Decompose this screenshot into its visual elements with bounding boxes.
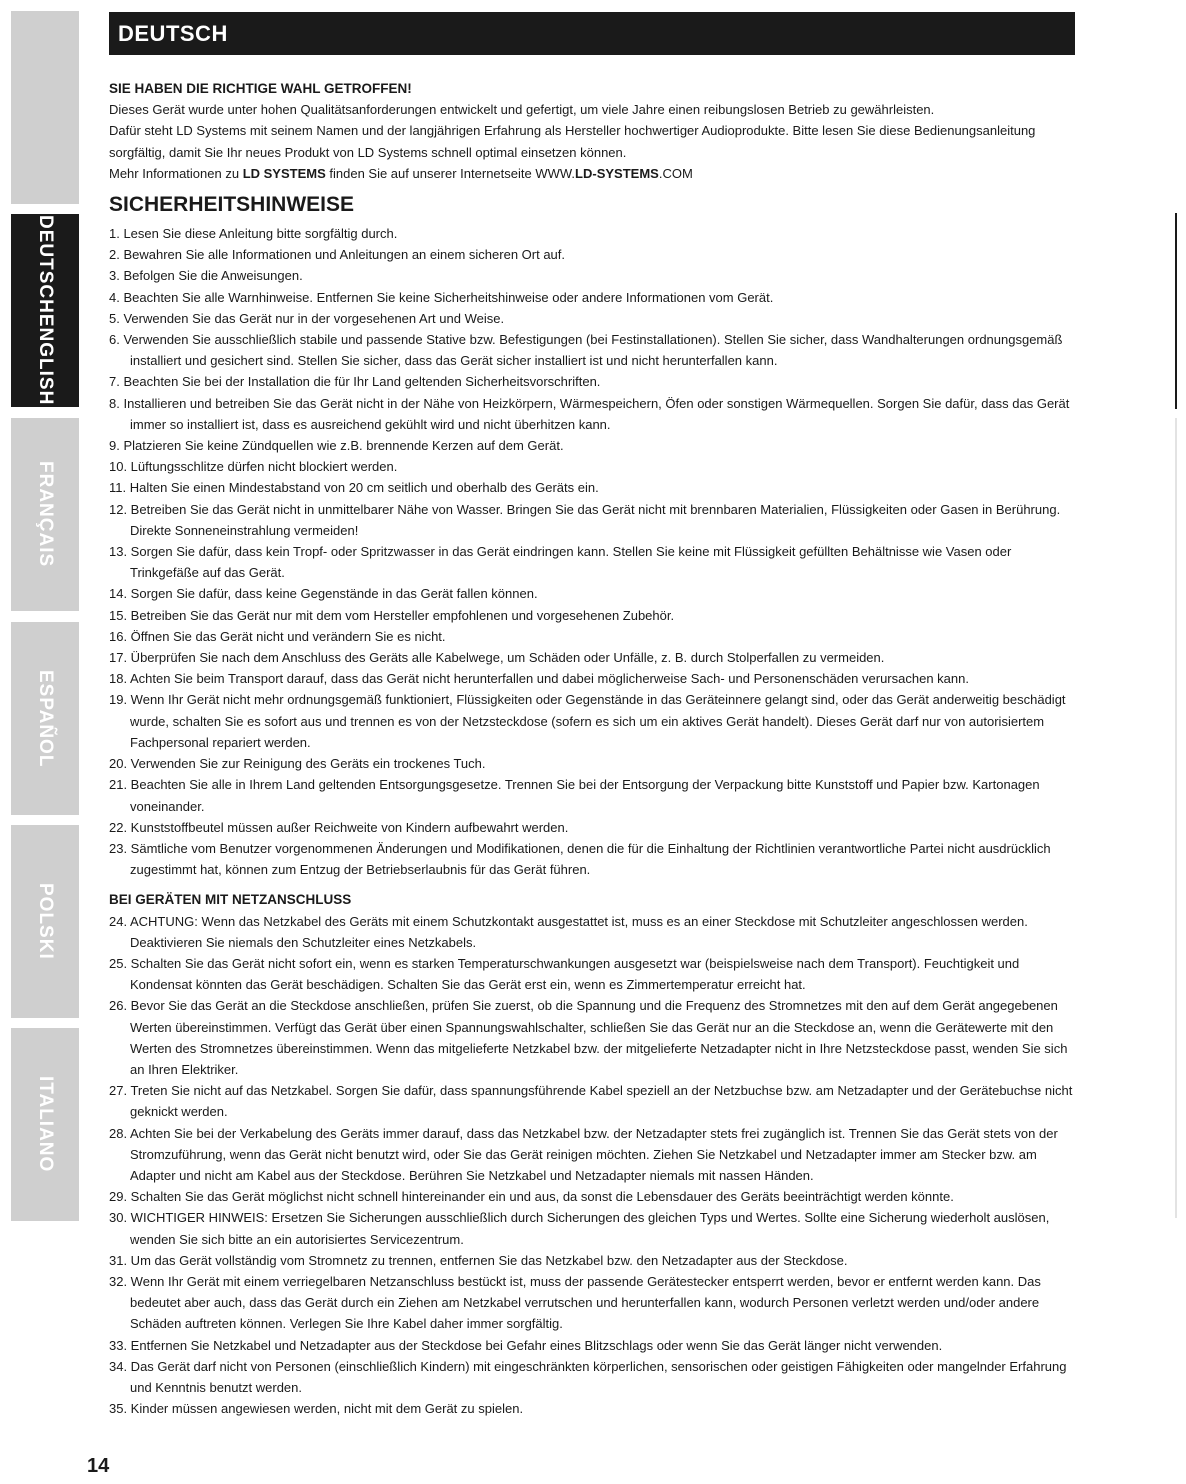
website-suffix: .COM (658, 165, 693, 181)
list-item: 12. Betreiben Sie das Gerät nicht in unmittelbarer Nähe von Wasser. Bringen Sie das Gerät nicht mit brennbaren Materialien, Flüssigkeiten oder Gasen in Berührung. Direkte Sonneneinstrahlung vermeiden! (109, 501, 1061, 538)
list-item: 22. Kunststoffbeutel müssen außer Reichweite von Kindern aufbewahrt werden. (109, 819, 569, 835)
section-header-bar (109, 12, 1075, 55)
list-item: 28. Achten Sie bei der Verkabelung des Geräts immer darauf, dass das Netzkabel bzw. der Netzadapter stets frei zugänglich ist. Trennen Sie das Gerät stets von der Stromzuführung, wenn das Gerät nicht benutzt wird, oder Sie das Gerät reinigen möchten. Ziehen Sie Netzkabel und Netzadapter immer am Stecker bzw. am Adapter und nicht am Kabel aus der Steckdose. Berühren Sie Netzkabel und Netzadapter niemals mit nassen Händen. (109, 1125, 1058, 1183)
intro-heading: SIE HABEN DIE RICHTIGE WAHL GETROFFEN! (109, 81, 412, 96)
list-item: 19. Wenn Ihr Gerät nicht mehr ordnungsgemäß funktioniert, Flüssigkeiten oder Gegenstände in das Geräteinnere gelangt sind, oder das Gerät anderweitig beschädigt wurde, schalten Sie es sofort aus und trennen es von der Netzsteckdose (sofern es sich um ein aktives Gerät handelt). Dieses Gerät darf nur von autorisiertem Fachpersonal repariert werden. (109, 692, 1066, 750)
list-item: 8. Installieren und betreiben Sie das Gerät nicht in der Nähe von Heizkörpern, Wärmespeichern, Öfen oder sonstigen Wärmequellen. Sorgen Sie dafür, dass das Gerät immer so installiert ist, dass es ausreichend gekühlt wird und nicht überhitzen kann. (109, 395, 1070, 432)
side-tab-top[interactable] (11, 11, 79, 204)
side-tab-espanol-label: ESPAÑOL (35, 669, 56, 768)
mains-heading: BEI GERÄTEN MIT NETZANSCHLUSS (109, 892, 352, 908)
list-item: 20. Verwenden Sie zur Reinigung des Geräts ein trockenes Tuch. (109, 756, 486, 772)
intro-text-2: Dafür steht LD Systems mit seinem Namen und der langjährigen Erfahrung als Hersteller hochwertiger Audioprodukte. Bitte lesen Sie diese Bedienungsanleitung sorgfältig, damit Sie Ihr neues Produkt von LD Systems schnell optimal einsetzen können. (109, 123, 1036, 160)
list-item: 2. Bewahren Sie alle Informationen und Anleitungen an einem sicheren Ort auf. (109, 247, 566, 263)
intro-block (109, 78, 1075, 184)
website-name: LD-SYSTEMS (575, 165, 659, 181)
safety-heading: SICHERHEITSHINWEISE (109, 193, 355, 217)
list-item: 10. Lüftungsschlitze dürfen nicht blockiert werden. (109, 459, 398, 475)
list-item: 1. Lesen Sie diese Anleitung bitte sorgfältig durch. (109, 226, 398, 242)
list-item: 14. Sorgen Sie dafür, dass keine Gegenstände in das Gerät fallen können. (109, 586, 538, 602)
safety-list (109, 223, 1075, 880)
side-tab-francais[interactable] (11, 418, 79, 611)
list-item: 16. Öffnen Sie das Gerät nicht und verändern Sie es nicht. (109, 628, 446, 644)
main-content (109, 78, 1075, 1419)
list-item: 6. Verwenden Sie ausschließlich stabile und passende Stative bzw. Befestigungen (bei Festinstallationen). Stellen Sie sicher, dass Wandhalterungen ordnungsgemäß installiert und gesichert sind. Stellen Sie sicher, dass das Gerät sicher installiert ist und nicht herunterfallen kann. (109, 332, 1063, 369)
side-tab-deutsch-english[interactable] (11, 214, 79, 407)
side-tab-espanol[interactable] (11, 622, 79, 815)
side-tab-polski[interactable] (11, 825, 79, 1018)
side-tab-italiano[interactable] (11, 1028, 79, 1221)
list-item: 15. Betreiben Sie das Gerät nur mit dem vom Hersteller empfohlenen und vorgesehenen Zubehör. (109, 607, 675, 623)
list-item: 5. Verwenden Sie das Gerät nur in der vorgesehenen Art und Weise. (109, 310, 505, 326)
list-item: 31. Um das Gerät vollständig vom Stromnetz zu trennen, entfernen Sie das Netzkabel bzw. den Netzadapter aus der Steckdose. (109, 1252, 848, 1268)
intro-more-mid: finden Sie auf unserer Internetseite WWW. (325, 165, 576, 181)
list-item: 11. Halten Sie einen Mindestabstand von 20 cm seitlich und oberhalb des Geräts ein. (109, 480, 599, 496)
side-tab-polski-label: POLSKI (35, 883, 56, 960)
right-edge-mark-light (1175, 418, 1177, 1218)
brand-name: LD SYSTEMS (242, 165, 326, 181)
list-item: 23. Sämtliche vom Benutzer vorgenommenen Änderungen und Modifikationen, denen die für die Einhaltung der Richtlinien verantwortliche Partei nicht ausdrücklich zugestimmt hat, können zum Entzug der Betriebserlaubnis für das Gerät führen. (109, 840, 1051, 878)
list-item: 30. WICHTIGER HINWEIS: Ersetzen Sie Sicherungen ausschließlich durch Sicherungen des gleichen Typs und Wertes. Sollte eine Sicherung wiederholt auslösen, wenden Sie sich bitte an ein autorisiertes Servicezentrum. (109, 1210, 1050, 1247)
section-title: DEUTSCH (118, 21, 228, 46)
right-edge-mark (1175, 213, 1177, 409)
list-item: 32. Wenn Ihr Gerät mit einem verriegelbaren Netzanschluss bestückt ist, muss der passende Gerätestecker entsperrt werden, bevor er entfernt werden kann. Das bedeutet aber auch, dass das Gerät durch ein Ziehen am Netzkabel verrutschen und herunterfallen kann, wodurch Personen verletzt werden und/oder andere Schäden auftreten können. Verlegen Sie Ihre Kabel daher immer sorgfältig. (109, 1273, 1041, 1332)
intro-text-1: Dieses Gerät wurde unter hohen Qualitätsanforderungen entwickelt und gefertigt, um viele Jahre einen reibungslosen Betrieb zu gewährleisten. (109, 102, 935, 118)
list-item: 24. ACHTUNG: Wenn das Netzkabel des Geräts mit einem Schutzkontakt ausgestattet ist, muss es an einer Steckdose mit Schutzleiter angeschlossen werden. Deaktivieren Sie niemals den Schutzleiter eines Netzkabels. (109, 913, 1028, 950)
list-item: 4. Beachten Sie alle Warnhinweise. Entfernen Sie keine Sicherheitshinweise oder andere Informationen vom Gerät. (109, 289, 774, 305)
list-item: 18. Achten Sie beim Transport darauf, dass das Gerät nicht herunterfallen und dabei möglicherweise Sach- und Personenschäden verursachen kann. (109, 671, 969, 687)
list-item: 27. Treten Sie nicht auf das Netzkabel. Sorgen Sie dafür, dass spannungsführende Kabel speziell an der Netzbuchse bzw. am Netzadapter und der Gerätebuchse nicht geknickt werden. (109, 1083, 1073, 1120)
list-item: 13. Sorgen Sie dafür, dass kein Tropf- oder Spritzwasser in das Gerät eindringen kann. Stellen Sie keine mit Flüssigkeit gefüllten Behältnisse wie Vasen oder Trinkgefäße auf das Gerät. (109, 544, 1012, 581)
list-item: 3. Befolgen Sie die Anweisungen. (109, 268, 303, 284)
intro-more-info (109, 163, 1075, 184)
intro-more-prefix: Mehr Informationen zu (109, 165, 243, 181)
list-item: 17. Überprüfen Sie nach dem Anschluss des Geräts alle Kabelwege, um Schäden oder Unfälle, z. B. durch Stolperfallen zu vermeiden. (109, 650, 885, 666)
list-item: 29. Schalten Sie das Gerät möglichst nicht schnell hintereinander ein und aus, da sonst die Lebensdauer des Geräts beeinträchtigt werden könnte. (109, 1189, 954, 1205)
side-tab-francais-label: FRANÇAIS (35, 461, 56, 568)
list-item: 35. Kinder müssen angewiesen werden, nicht mit dem Gerät zu spielen. (109, 1401, 524, 1417)
list-item: 21. Beachten Sie alle in Ihrem Land geltenden Entsorgungsgesetze. Trennen Sie bei der Entsorgung der Verpackung bitte Kunststoff und Papier bzw. Kartonagen voneinander. (109, 777, 1040, 814)
list-item: 7. Beachten Sie bei der Installation die für Ihr Land geltenden Sicherheitsvorschriften. (109, 374, 601, 390)
list-item: 25. Schalten Sie das Gerät nicht sofort ein, wenn es starken Temperaturschwankungen ausgesetzt war (beispielsweise nach dem Transport). Feuchtigkeit und Kondensat könnten das Gerät beschädigen. Schalten Sie das Gerät erst ein, wenn es Zimmertemperatur erreicht hat. (109, 955, 1020, 993)
mains-list (109, 911, 1075, 1420)
list-item: 26. Bevor Sie das Gerät an die Steckdose anschließen, prüfen Sie zuerst, ob die Spannung und die Frequenz des Stromnetzes mit den auf dem Gerät angegebenen Werten übereinstimmen. Verfügt das Gerät über einen Spannungswahlschalter, schließen Sie das Gerät nur an die Steckdose an, wenn die Gerätewerte mit den Werten des Stromnetzes übereinstimmen. Wenn das mitgelieferte Netzkabel bzw. der mitgelieferte Netzadapter nicht in Ihre Netzsteckdose passt, wenden Sie sich an Ihren Elektriker. (109, 998, 1068, 1077)
list-item: 33. Entfernen Sie Netzkabel und Netzadapter aus der Steckdose bei Gefahr eines Blitzschlags oder wenn Sie das Gerät länger nicht verwenden. (109, 1337, 943, 1353)
side-tab-deutsch-english-label: DEUTSCHENGLISH (35, 215, 56, 406)
side-tab-italiano-label: ITALIANO (35, 1076, 56, 1173)
page-number: 14 (87, 1455, 110, 1477)
list-item: 34. Das Gerät darf nicht von Personen (einschließlich Kindern) mit eingeschränkten körperlichen, sensorischen oder geistigen Fähigkeiten oder mangelnder Erfahrung und Kenntnis benutzt werden. (109, 1358, 1067, 1395)
list-item: 9. Platzieren Sie keine Zündquellen wie z.B. brennende Kerzen auf dem Gerät. (109, 438, 564, 454)
